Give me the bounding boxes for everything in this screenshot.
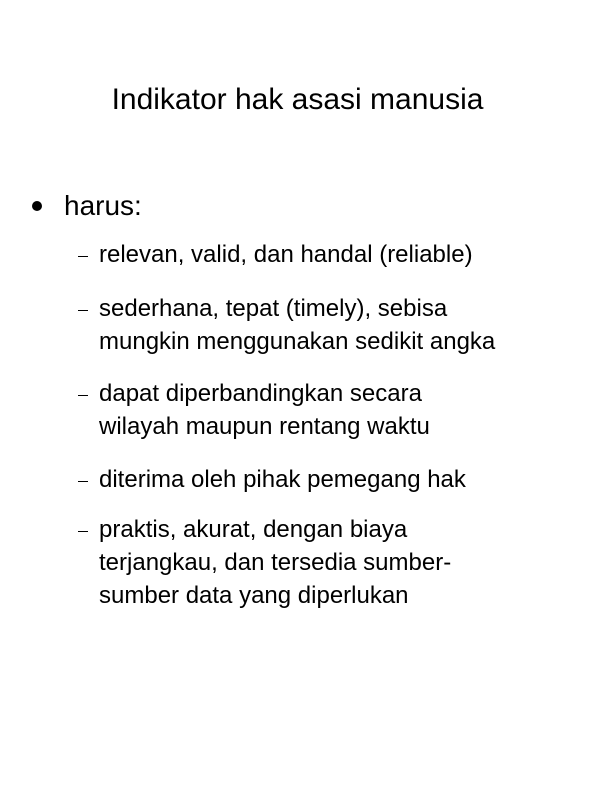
main-bullet-text: harus: bbox=[64, 190, 142, 221]
sub-bullet-text: sederhana, tepat (timely), sebisa mungkin menggunakan sedikit angka bbox=[99, 295, 496, 355]
sub-bullet-text: praktis, akurat, dengan biaya terjangkau, dan tersedia sumber- sumber data yang diperlukan bbox=[99, 516, 452, 609]
dash-icon bbox=[78, 531, 88, 532]
dash-icon bbox=[78, 481, 88, 482]
bullet-dot-icon bbox=[32, 201, 42, 211]
slide-title: Indikator hak asasi manusia bbox=[111, 83, 484, 116]
dash-icon bbox=[78, 256, 88, 257]
dash-icon bbox=[78, 310, 88, 311]
main-bullet bbox=[30, 188, 142, 224]
sub-bullet-text: diterima oleh pihak pemegang hak bbox=[99, 466, 466, 493]
sub-bullet-item bbox=[78, 292, 578, 358]
sub-bullet-list bbox=[78, 238, 578, 632]
sub-bullet-item bbox=[78, 463, 578, 496]
dash-icon bbox=[78, 395, 88, 396]
sub-bullet-item bbox=[78, 377, 578, 443]
sub-bullet-text: dapat diperbandingkan secara wilayah maupun rentang waktu bbox=[99, 380, 430, 440]
sub-bullet-item bbox=[78, 513, 578, 612]
sub-bullet-text: relevan, valid, dan handal (reliable) bbox=[99, 241, 473, 268]
sub-bullet-item bbox=[78, 238, 578, 271]
